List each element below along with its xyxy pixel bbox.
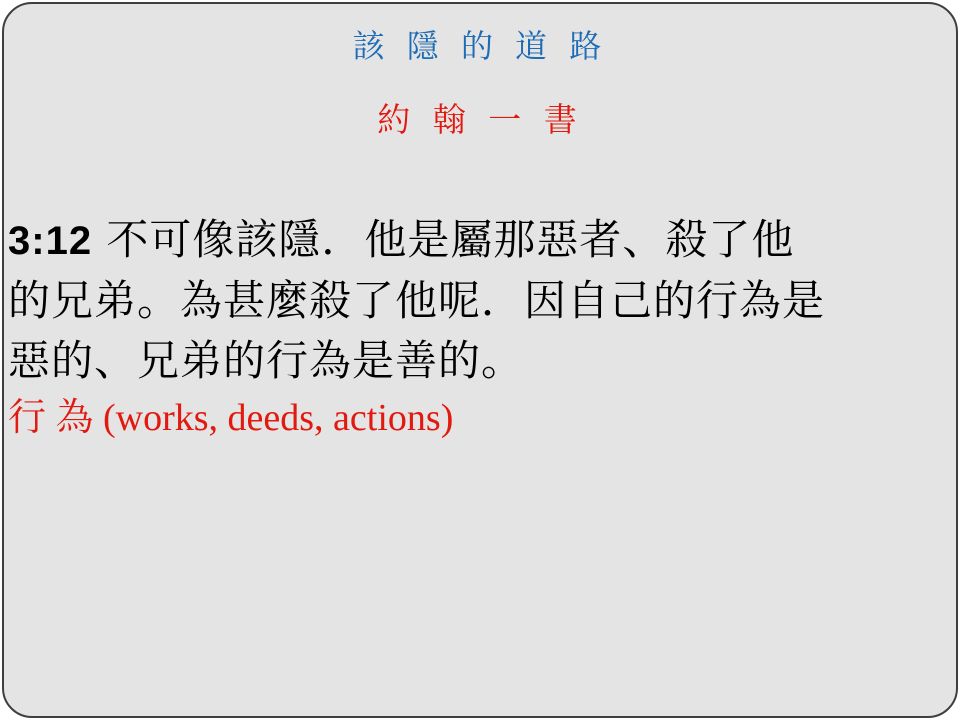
verse-line-1 — [8, 210, 952, 271]
slide-subtitle: 約 翰 一 書 — [377, 100, 583, 139]
verse-line-1-text: 不可像該隱．他是屬那惡者、殺了他 — [92, 215, 795, 264]
slide-title: 該 隱 的 道 路 — [352, 27, 608, 65]
slide — [2, 2, 958, 718]
verse-text — [4, 210, 956, 391]
note-text: 行 為 (works, deeds, actions) — [8, 397, 454, 439]
verse-line-2: 的兄弟。為甚麼殺了他呢．因自己的行為是 — [8, 276, 826, 325]
verse-number: 3:12 — [8, 219, 93, 263]
verse-line-3: 惡的、兄弟的行為是善的。 — [8, 336, 525, 385]
